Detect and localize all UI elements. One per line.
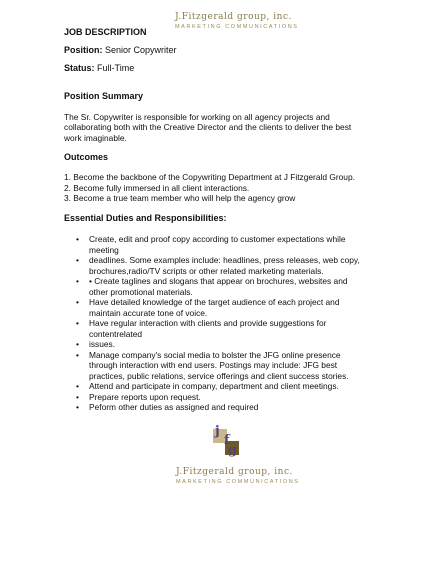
company-logo-header: [175, 12, 299, 30]
position-value: Senior Copywriter: [105, 45, 177, 55]
duty-item: • Attend and participate in company, department and client meetings.: [76, 381, 339, 391]
bullet-icon: •: [76, 339, 79, 349]
bullet-icon: •: [76, 402, 79, 412]
bullet-icon: •: [76, 318, 79, 328]
outcome-item: 3. Become a true team member who will help the agency grow: [64, 193, 296, 203]
outcomes-heading: Outcomes: [64, 152, 109, 162]
summary-heading: Position Summary: [64, 91, 144, 101]
status-label: Status:: [64, 63, 95, 73]
duty-item: • issues.: [76, 339, 116, 349]
position-label: Position:: [64, 45, 103, 55]
logo-tagline: MARKETING COMMUNICATIONS: [176, 479, 300, 485]
company-logo-footer: [176, 421, 300, 485]
duty-item: • Peform other duties as assigned and required: [76, 402, 259, 412]
bullet-icon: •: [76, 349, 79, 360]
duty-item: • deadlines. Some examples include: headlines, press releases, web copy, brochures,radio/TV scripts or other related marketing materials.: [76, 255, 360, 276]
logo-company-name: J.Fitzgerald group, inc.: [175, 12, 292, 22]
status-value: Full-Time: [97, 63, 135, 73]
summary-text: The Sr. Copywriter is responsible for working on all agency projects and collaborating both with the Creative Director and the clients to deliver the best work imaginable.: [64, 112, 352, 143]
outcomes-list: [64, 172, 355, 204]
bullet-icon: •: [76, 381, 79, 391]
duty-item: • Manage company's social media to bolster the JFG online presence through interaction with end users. Postings may include: JFG best practices, public relations, service offerings and client success stories.: [76, 349, 349, 381]
bullet-icon: •: [76, 255, 79, 265]
duty-item: • Have detailed knowledge of the target audience of each project and maintain accurate tone of voice.: [76, 297, 340, 318]
duty-item: • Create, edit and proof copy according to customer expectations while meeting: [76, 234, 346, 255]
duties-heading: Essential Duties and Responsibilities:: [64, 213, 227, 223]
bullet-icon: •: [76, 234, 79, 244]
logo-tagline: MARKETING COMMUNICATIONS: [175, 24, 299, 30]
bullet-icon: •: [76, 276, 79, 286]
bullet-icon: •: [76, 391, 79, 402]
status-field: [64, 63, 134, 73]
logo-company-name: J.Fitzgerald group, inc.: [176, 467, 293, 477]
duty-item: • Have regular interaction with clients and provide suggestions for contentrelated: [76, 318, 327, 339]
position-field: [64, 45, 177, 55]
outcome-item: 1. Become the backbone of the Copywriting Department at J Fitzgerald Group.: [64, 172, 355, 182]
outcome-item: 2. Become fully immersed in all client interactions.: [64, 182, 250, 193]
duty-item: • Prepare reports upon request.: [76, 391, 201, 402]
duty-item: • • Create taglines and slogans that appear on brochures, websites and other promotional materials.: [76, 276, 348, 297]
document-title: JOB DESCRIPTION: [64, 27, 147, 37]
duties-list: [76, 234, 366, 413]
bullet-icon: •: [76, 297, 79, 307]
jfg-emblem-icon: j f g: [215, 424, 238, 458]
